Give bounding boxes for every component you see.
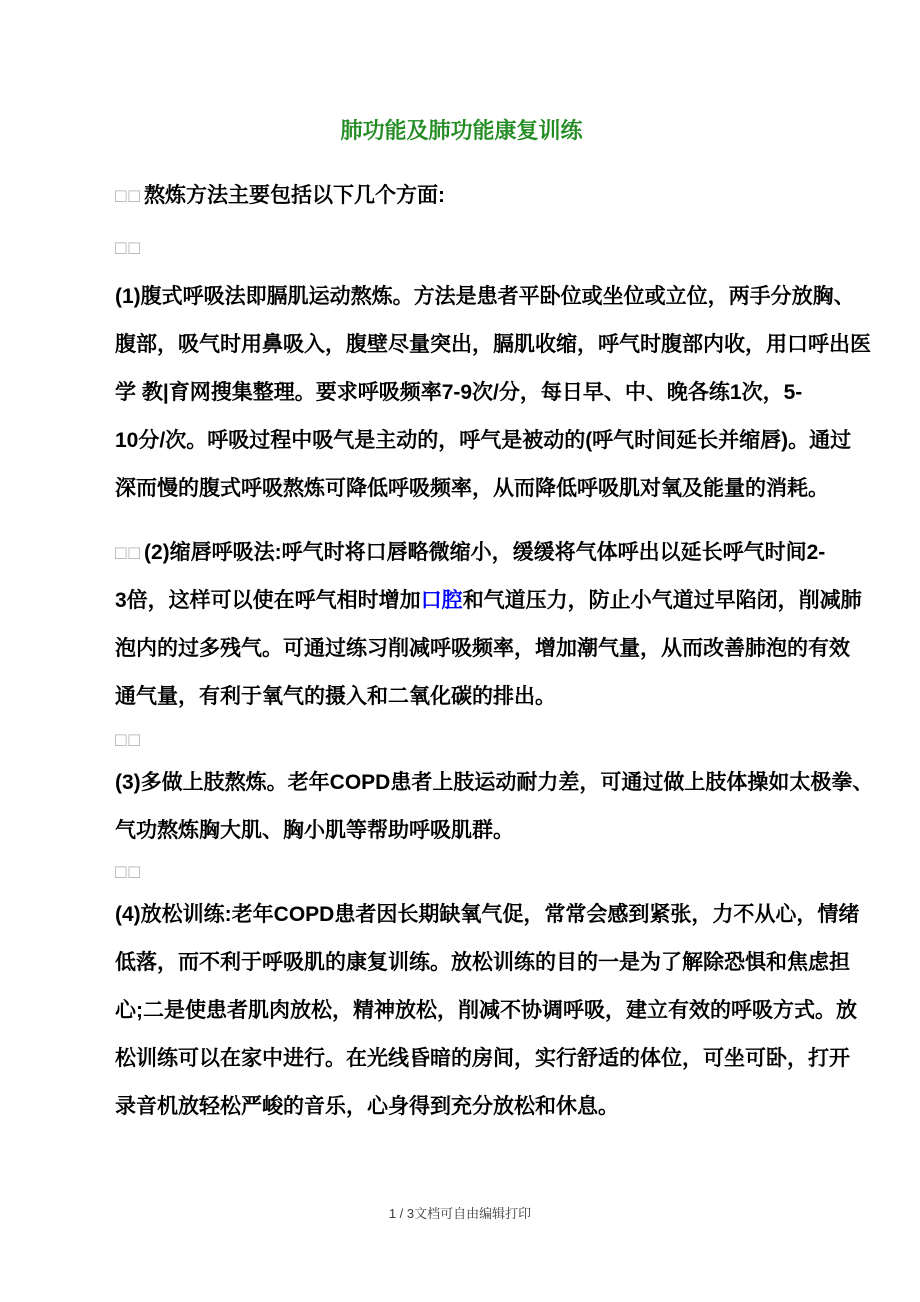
paragraph-3 xyxy=(115,759,874,855)
paragraph-line: (1)腹式呼吸法即膈肌运动熬炼。方法是患者平卧位或坐位或立位，两手分放胸、 xyxy=(115,285,855,308)
empty-glyph-line xyxy=(115,731,808,751)
missing-glyph-boxes: □□ xyxy=(115,543,142,564)
paragraph-line-text: (2)缩唇呼吸法:呼气时将口唇略微缩小，缓缓将气体呼出以延长呼气时间2- xyxy=(143,541,826,564)
paragraph-line: 深而慢的腹式呼吸熬炼可降低呼吸频率，从而降低呼吸肌对氧及能量的消耗。 xyxy=(115,477,829,500)
paragraph-2 xyxy=(115,529,862,721)
paragraph-line xyxy=(115,529,826,577)
missing-glyph-boxes: □□ xyxy=(115,862,142,883)
paragraph-line: 通气量，有利于氧气的摄入和二氧化碳的排出。 xyxy=(115,685,556,708)
paragraph-line: 录音机放轻松严峻的音乐，心身得到充分放松和休息。 xyxy=(115,1095,619,1118)
paragraph-line-text: 3倍，这样可以使在呼气相时增加 xyxy=(115,589,421,612)
paragraph-line: 腹部，吸气时用鼻吸入，腹壁尽量突出，膈肌收缩，呼气时腹部内收，用口呼出医 xyxy=(115,333,871,356)
empty-glyph-line xyxy=(115,239,808,259)
paragraph-line-text: 和气道压力，防止小气道过早陷闭，削减肺 xyxy=(462,589,862,612)
paragraph-line: 气功熬炼胸大肌、胸小肌等帮助呼吸肌群。 xyxy=(115,819,514,842)
paragraph-line: 低落，而不利于呼吸肌的康复训练。放松训练的目的一是为了解除恐惧和焦虑担 xyxy=(115,951,850,974)
inline-text-link[interactable]: 口腔 xyxy=(420,589,463,612)
empty-glyph-line xyxy=(115,863,808,883)
paragraph-line: (3)多做上肢熬炼。老年COPD患者上肢运动耐力差，可通过做上肢体操如太极拳、 xyxy=(115,771,874,794)
section-heading-text: 熬炼方法主要包括以下几个方面: xyxy=(143,184,445,207)
page-footer: 1 / 3文档可自由编辑打印 xyxy=(388,1206,532,1221)
paragraph-1 xyxy=(115,273,871,513)
missing-glyph-boxes: □□ xyxy=(115,730,142,751)
paragraph-line xyxy=(115,577,862,625)
paragraph-line: 泡内的过多残气。可通过练习削减呼吸频率，增加潮气量，从而改善肺泡的有效 xyxy=(115,637,850,660)
paragraph-line: (4)放松训练:老年COPD患者因长期缺氧气促，常常会感到紧张，力不从心，情绪 xyxy=(115,903,860,926)
page-title: 肺功能及肺功能康复训练 xyxy=(340,118,583,143)
missing-glyph-boxes: □□ xyxy=(115,238,142,259)
paragraph-line: 10分/次。呼吸过程中吸气是主动的，呼气是被动的(呼气时间延长并缩唇)。通过 xyxy=(115,429,852,452)
paragraph-line: 心;二是使患者肌肉放松，精神放松，削减不协调呼吸，建立有效的呼吸方式。放 xyxy=(115,999,857,1022)
paragraph-line: 学 教|育网搜集整理。要求呼吸频率7-9次/分，每日早、中、晚各练1次，5- xyxy=(115,381,803,404)
section-heading xyxy=(115,184,808,209)
paragraph-4 xyxy=(115,891,860,1131)
paragraph-line: 松训练可以在家中进行。在光线昏暗的房间，实行舒适的体位，可坐可卧，打开 xyxy=(115,1047,850,1070)
missing-glyph-boxes: □□ xyxy=(115,186,142,207)
